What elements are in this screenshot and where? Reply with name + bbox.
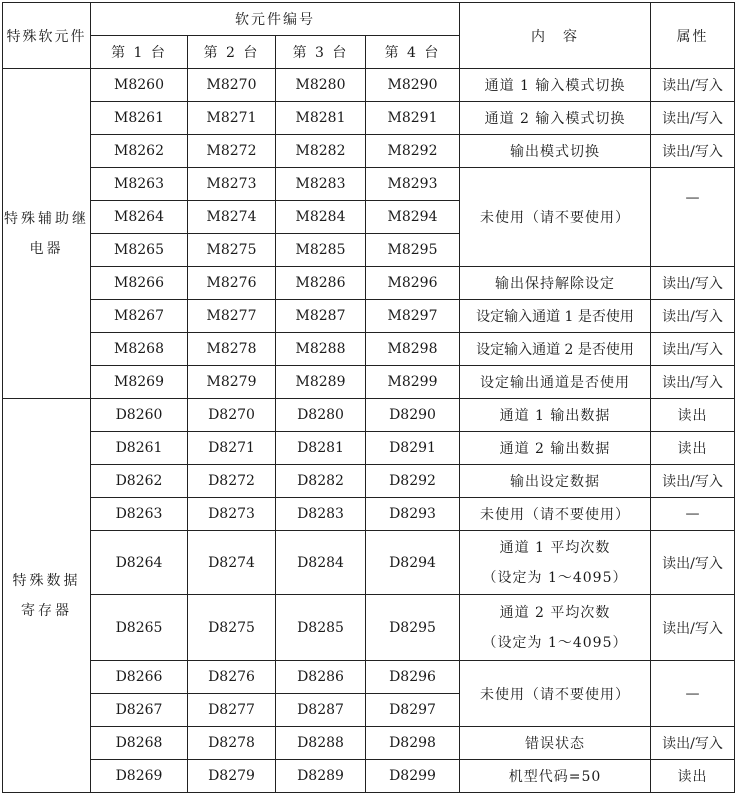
attribute-cell: — — [651, 498, 735, 531]
table-row — [3, 168, 735, 201]
attribute-cell: 读出/写入 — [651, 69, 735, 102]
device-cell: D8275 — [188, 595, 276, 661]
device-cell: D8267 — [91, 694, 188, 727]
device-cell: D8274 — [188, 531, 276, 595]
device-cell: D8260 — [91, 399, 188, 432]
header-unit-3: 第 3 台 — [276, 36, 366, 69]
table-row — [3, 465, 735, 498]
content-line: （设定为 1～4095） — [482, 634, 628, 651]
content-cell: 通道 2 输出数据 — [460, 432, 651, 465]
device-cell: D8278 — [188, 727, 276, 760]
attribute-cell: 读出/写入 — [651, 366, 735, 399]
content-cell: 输出保持解除设定 — [460, 267, 651, 300]
device-cell: M8272 — [188, 135, 276, 168]
attribute-cell: 读出/写入 — [651, 531, 735, 595]
device-cell: M8284 — [276, 201, 366, 234]
content-cell: 通道 1 输入模式切换 — [460, 69, 651, 102]
content-cell — [460, 595, 651, 661]
header-unit-2: 第 2 台 — [188, 36, 276, 69]
device-cell: D8271 — [188, 432, 276, 465]
device-cell: M8266 — [91, 267, 188, 300]
device-cell: D8269 — [91, 760, 188, 793]
device-cell: D8289 — [276, 760, 366, 793]
device-cell: M8264 — [91, 201, 188, 234]
device-cell: M8265 — [91, 234, 188, 267]
group-label-line: 寄存器 — [21, 602, 72, 619]
attribute-cell: 读出 — [651, 760, 735, 793]
device-cell: M8276 — [188, 267, 276, 300]
attribute-cell: 读出/写入 — [651, 333, 735, 366]
device-cell: M8279 — [188, 366, 276, 399]
table-row — [3, 102, 735, 135]
content-cell: 设定输出通道是否使用 — [460, 366, 651, 399]
group-label-line: 特殊数据 — [12, 572, 81, 589]
header-row-1 — [3, 3, 735, 36]
table-row — [3, 267, 735, 300]
device-cell: M8286 — [276, 267, 366, 300]
header-attribute: 属性 — [651, 3, 735, 69]
device-cell: D8299 — [366, 760, 460, 793]
device-cell: D8294 — [366, 531, 460, 595]
device-cell: D8296 — [366, 661, 460, 694]
device-cell: D8291 — [366, 432, 460, 465]
attribute-cell: 读出/写入 — [651, 465, 735, 498]
content-line: 通道 2 平均次数 — [499, 604, 611, 621]
group-label-line: 特殊辅助继 — [4, 210, 89, 227]
device-cell: M8295 — [366, 234, 460, 267]
attribute-cell: — — [651, 168, 735, 267]
device-cell: D8290 — [366, 399, 460, 432]
device-cell: M8289 — [276, 366, 366, 399]
device-cell: M8275 — [188, 234, 276, 267]
device-cell: M8299 — [366, 366, 460, 399]
table-row — [3, 498, 735, 531]
content-cell: 未使用（请不要使用） — [460, 168, 651, 267]
device-cell: M8273 — [188, 168, 276, 201]
table-row — [3, 300, 735, 333]
device-cell: D8264 — [91, 531, 188, 595]
device-cell: M8283 — [276, 168, 366, 201]
content-cell: 通道 2 输入模式切换 — [460, 102, 651, 135]
table-row — [3, 760, 735, 793]
attribute-cell: 读出/写入 — [651, 727, 735, 760]
attribute-cell: — — [651, 661, 735, 727]
device-cell: D8286 — [276, 661, 366, 694]
device-cell: D8287 — [276, 694, 366, 727]
device-cell: M8292 — [366, 135, 460, 168]
device-cell: D8281 — [276, 432, 366, 465]
content-cell — [460, 531, 651, 595]
table-row — [3, 595, 735, 661]
device-cell: D8266 — [91, 661, 188, 694]
device-cell: M8290 — [366, 69, 460, 102]
table-row — [3, 727, 735, 760]
device-cell: M8269 — [91, 366, 188, 399]
device-cell: D8268 — [91, 727, 188, 760]
device-cell: M8268 — [91, 333, 188, 366]
device-cell: M8260 — [91, 69, 188, 102]
header-content: 内 容 — [460, 3, 651, 69]
device-cell: M8274 — [188, 201, 276, 234]
device-cell: M8297 — [366, 300, 460, 333]
device-cell: M8277 — [188, 300, 276, 333]
device-cell: D8283 — [276, 498, 366, 531]
device-cell: M8285 — [276, 234, 366, 267]
header-unit-1: 第 1 台 — [91, 36, 188, 69]
content-line: （设定为 1～4095） — [482, 569, 628, 586]
device-cell: M8280 — [276, 69, 366, 102]
device-cell: M8293 — [366, 168, 460, 201]
group-label-relay — [3, 69, 91, 399]
device-cell: M8263 — [91, 168, 188, 201]
device-cell: M8287 — [276, 300, 366, 333]
group-label-register — [3, 399, 91, 793]
table-row — [3, 399, 735, 432]
device-cell: M8288 — [276, 333, 366, 366]
content-cell: 未使用（请不要使用） — [460, 661, 651, 727]
content-cell: 输出模式切换 — [460, 135, 651, 168]
special-device-table — [2, 2, 735, 793]
device-cell: M8294 — [366, 201, 460, 234]
header-category: 特殊软元件 — [3, 3, 91, 69]
attribute-cell: 读出 — [651, 399, 735, 432]
table-row — [3, 531, 735, 595]
device-cell: D8276 — [188, 661, 276, 694]
device-cell: D8293 — [366, 498, 460, 531]
attribute-cell: 读出/写入 — [651, 267, 735, 300]
device-cell: D8288 — [276, 727, 366, 760]
attribute-cell: 读出/写入 — [651, 135, 735, 168]
device-cell: D8285 — [276, 595, 366, 661]
device-cell: D8270 — [188, 399, 276, 432]
content-cell: 错误状态 — [460, 727, 651, 760]
device-cell: M8291 — [366, 102, 460, 135]
device-cell: D8280 — [276, 399, 366, 432]
device-cell: M8298 — [366, 333, 460, 366]
device-cell: D8295 — [366, 595, 460, 661]
device-cell: M8261 — [91, 102, 188, 135]
device-cell: D8297 — [366, 694, 460, 727]
header-device-number: 软元件编号 — [91, 3, 460, 36]
table-row — [3, 366, 735, 399]
attribute-cell: 读出 — [651, 432, 735, 465]
table-row — [3, 333, 735, 366]
device-cell: D8284 — [276, 531, 366, 595]
device-cell: D8298 — [366, 727, 460, 760]
device-cell: M8281 — [276, 102, 366, 135]
attribute-cell: 读出/写入 — [651, 595, 735, 661]
table-row — [3, 69, 735, 102]
device-cell: M8296 — [366, 267, 460, 300]
content-cell: 设定输入通道 2 是否使用 — [460, 333, 651, 366]
table-row — [3, 661, 735, 694]
table-row — [3, 135, 735, 168]
device-cell: M8270 — [188, 69, 276, 102]
group-label-line: 电器 — [29, 240, 64, 257]
table-row — [3, 432, 735, 465]
device-cell: D8272 — [188, 465, 276, 498]
content-cell: 机型代码=50 — [460, 760, 651, 793]
device-cell: D8265 — [91, 595, 188, 661]
device-cell: D8279 — [188, 760, 276, 793]
device-cell: D8273 — [188, 498, 276, 531]
device-cell: D8261 — [91, 432, 188, 465]
content-cell: 设定输入通道 1 是否使用 — [460, 300, 651, 333]
device-cell: D8262 — [91, 465, 188, 498]
attribute-cell: 读出/写入 — [651, 102, 735, 135]
device-cell: M8282 — [276, 135, 366, 168]
device-cell: D8277 — [188, 694, 276, 727]
device-cell: D8282 — [276, 465, 366, 498]
device-cell: D8263 — [91, 498, 188, 531]
content-line: 通道 1 平均次数 — [499, 539, 611, 556]
device-cell: M8271 — [188, 102, 276, 135]
device-cell: M8262 — [91, 135, 188, 168]
header-unit-4: 第 4 台 — [366, 36, 460, 69]
content-cell: 未使用（请不要使用） — [460, 498, 651, 531]
device-cell: M8278 — [188, 333, 276, 366]
content-cell: 通道 1 输出数据 — [460, 399, 651, 432]
device-cell: D8292 — [366, 465, 460, 498]
content-cell: 输出设定数据 — [460, 465, 651, 498]
attribute-cell: 读出/写入 — [651, 300, 735, 333]
device-cell: M8267 — [91, 300, 188, 333]
